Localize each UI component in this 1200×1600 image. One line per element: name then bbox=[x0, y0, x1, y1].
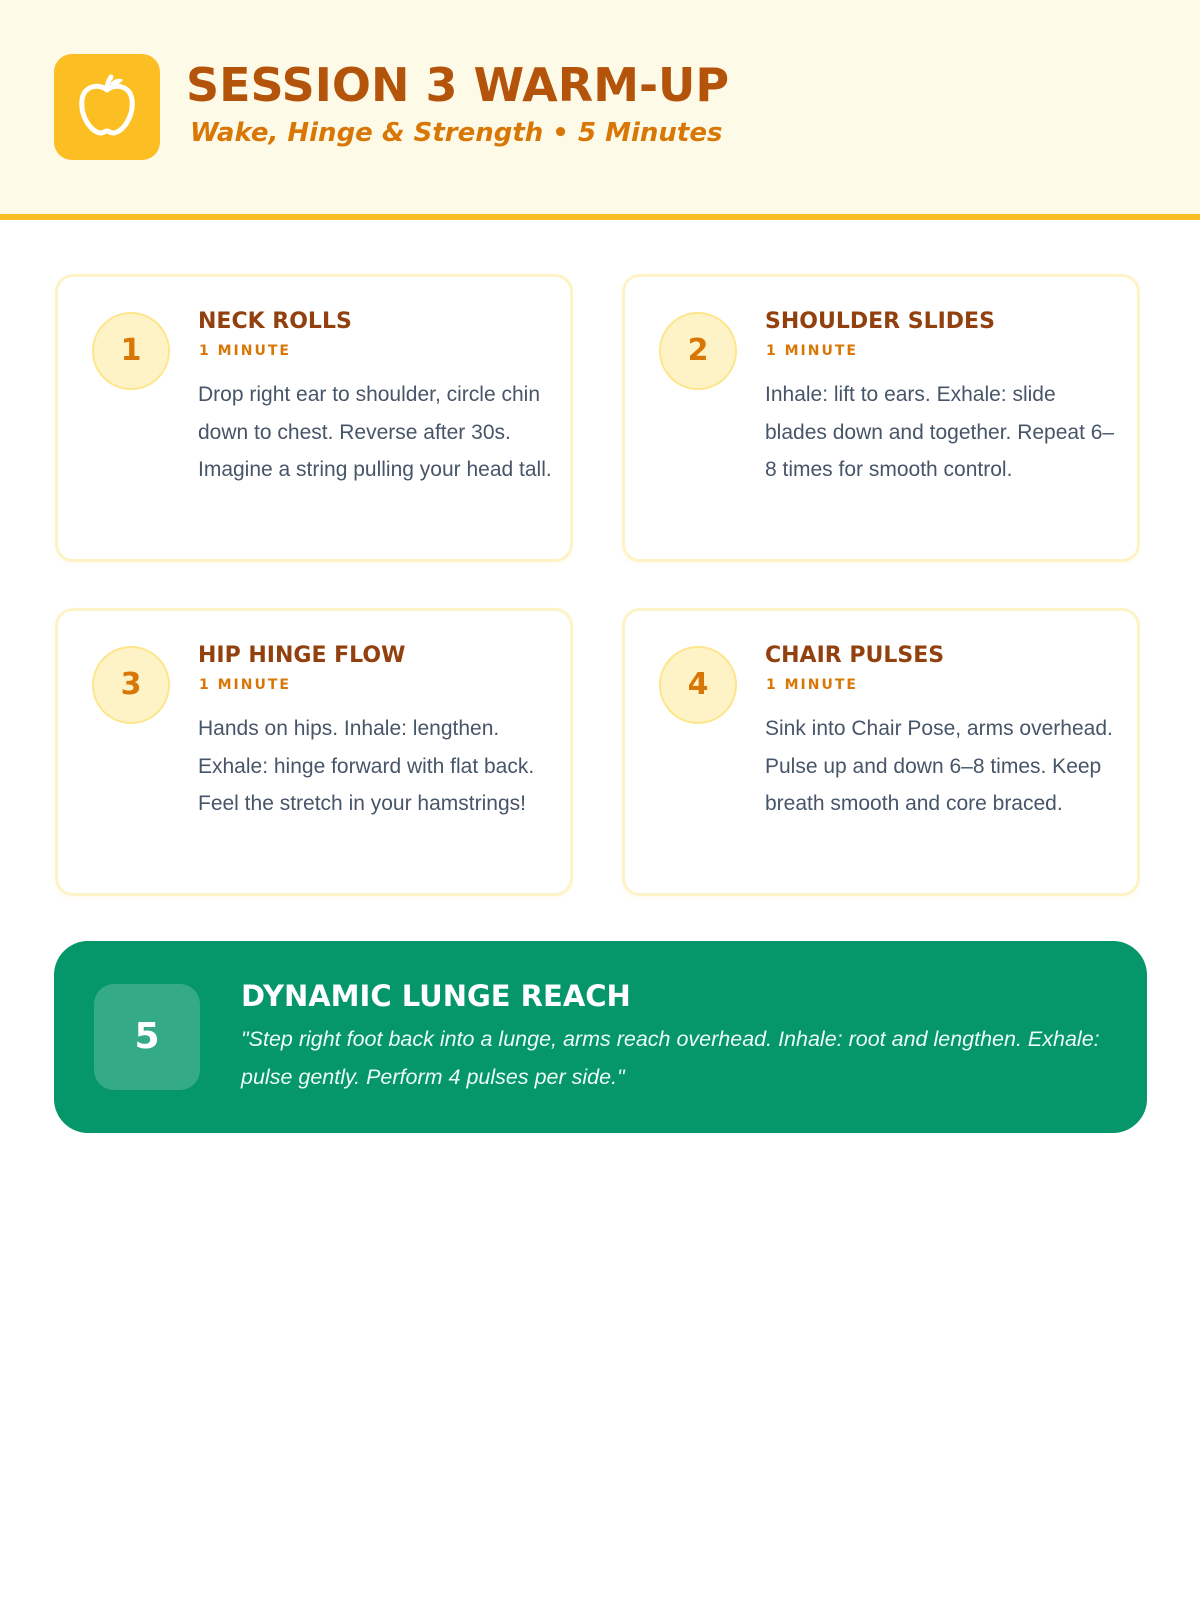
feature-quote: "Step right foot back into a lunge, arms reach overhead. Inhale: root and lengthen. Exhale: pulse gently. Perform 4 pulses per side." bbox=[241, 1027, 1100, 1089]
step-title: SHOULDER SLIDES bbox=[765, 309, 995, 334]
step-duration: 1 MINUTE bbox=[766, 677, 858, 693]
step-card-hip-hinge-flow bbox=[55, 608, 573, 896]
feature-number-badge: 5 bbox=[94, 984, 200, 1090]
step-number-badge: 3 bbox=[92, 646, 170, 724]
step-card-neck-rolls bbox=[55, 274, 573, 562]
step-duration: 1 MINUTE bbox=[199, 343, 291, 359]
feature-card-dynamic-lunge-reach bbox=[54, 941, 1147, 1133]
logo-tile bbox=[54, 54, 160, 160]
step-description: Sink into Chair Pose, arms overhead. Pulse up and down 6–8 times. Keep breath smooth and core braced. bbox=[765, 717, 1113, 815]
step-number-badge: 2 bbox=[659, 312, 737, 390]
step-duration: 1 MINUTE bbox=[766, 343, 858, 359]
step-description: Inhale: lift to ears. Exhale: slide blades down and together. Repeat 6–8 times for smooth control. bbox=[765, 383, 1115, 481]
apple-icon bbox=[75, 73, 139, 139]
step-card-chair-pulses bbox=[622, 608, 1140, 896]
page-subtitle: Wake, Hinge & Strength • 5 Minutes bbox=[190, 118, 723, 148]
step-duration: 1 MINUTE bbox=[199, 677, 291, 693]
page-header bbox=[0, 0, 1200, 220]
step-description: Hands on hips. Inhale: lengthen. Exhale: hinge forward with flat back. Feel the stretch in your hamstrings! bbox=[198, 717, 535, 815]
feature-title: DYNAMIC LUNGE REACH bbox=[241, 979, 631, 1013]
page-title: SESSION 3 WARM-UP bbox=[186, 58, 730, 112]
step-description: Drop right ear to shoulder, circle chin down to chest. Reverse after 30s. Imagine a string pulling your head tall. bbox=[198, 383, 552, 481]
step-title: HIP HINGE FLOW bbox=[198, 643, 406, 668]
step-number-badge: 4 bbox=[659, 646, 737, 724]
step-card-shoulder-slides bbox=[622, 274, 1140, 562]
step-number-badge: 1 bbox=[92, 312, 170, 390]
step-title: CHAIR PULSES bbox=[765, 643, 945, 668]
step-title: NECK ROLLS bbox=[198, 309, 352, 334]
